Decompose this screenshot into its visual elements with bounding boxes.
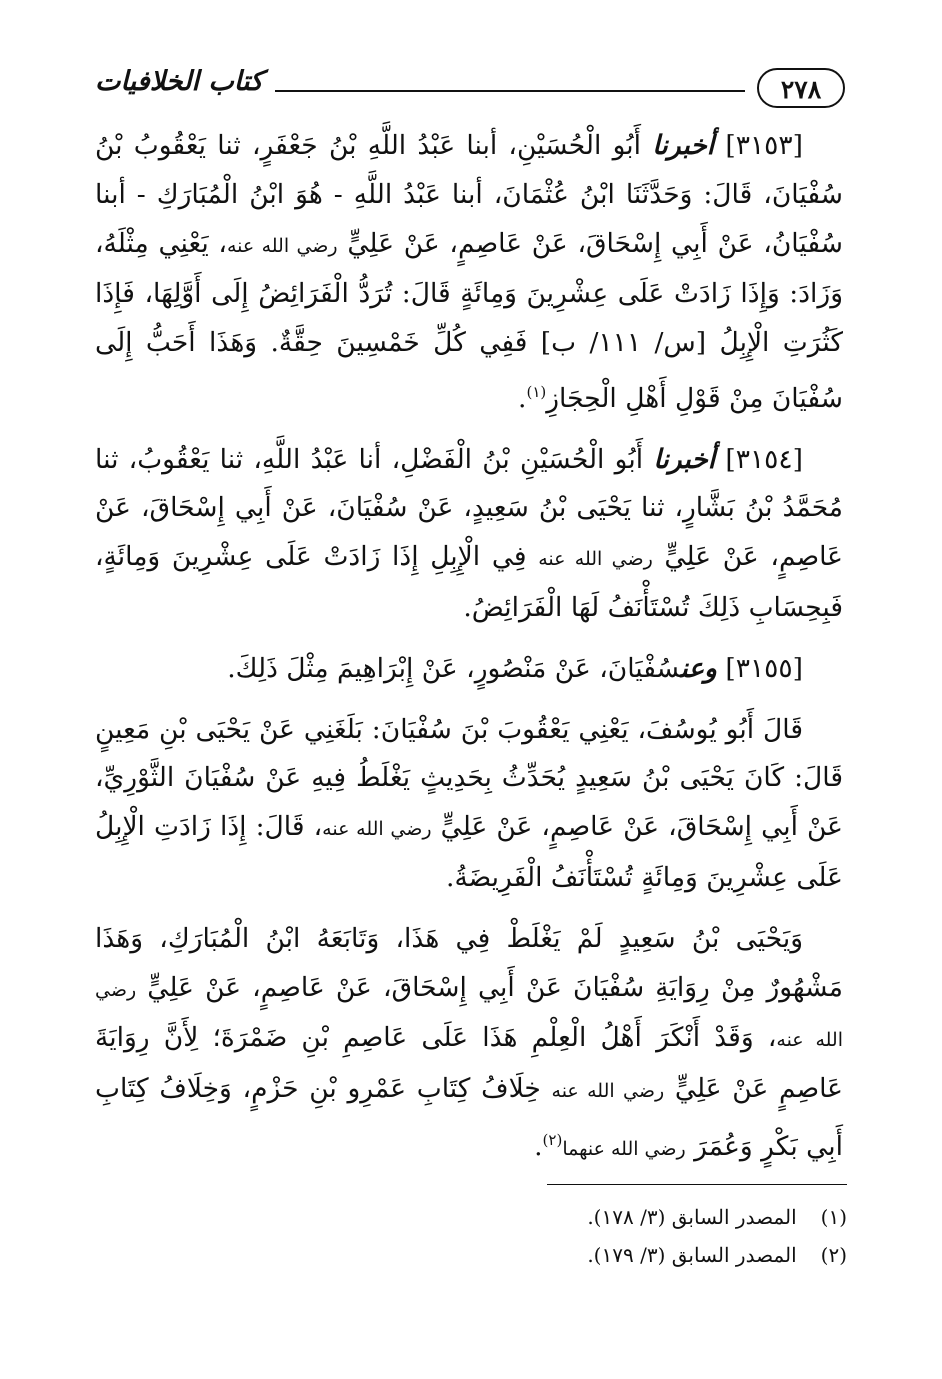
- footnote-separator: [547, 1184, 847, 1185]
- paragraph-commentary-yahya: [95, 915, 843, 1174]
- commentary-text: وَيَحْيَى بْنُ سَعِيدٍ لَمْ يَغْلَطْ فِي هَذَا، وَتَابَعَهُ ابْنُ الْمُبَارَكِ، وَهَذَا مَشْهُورٌ مِنْ رِوَايَةِ سُفْيَانَ عَنْ أَبِي إِسْحَاقَ، عَنْ عَاصِمٍ، عَنْ عَلِيٍّ: [95, 922, 843, 1003]
- manuscript-reference: [س/ ١١١/ ب]: [540, 327, 707, 359]
- commentary-text-continued: ، قَالَ: إِذَا زَادَتِ الْإِبِلُ عَلَى عِشْرِينَ وَمِائَةٍ تُسْتَأْنَفُ الْفَرِيضَةُ.: [95, 811, 843, 893]
- full-stop: .: [518, 382, 527, 414]
- hadith-text: أَبُو الْحُسَيْنِ بْنُ الْفَضْلِ، أنا عَبْدُ اللَّهِ، ثنا يَعْقُوبُ، ثنا مُحَمَّدُ بْنُ بَشَّارٍ، ثنا يَحْيَى بْنُ سَعِيدٍ، عَنْ سُفْيَانَ، عَنْ أَبِي إِسْحَاقَ، عَنْ عَاصِمٍ، عَنْ عَلِيٍّ: [95, 443, 843, 573]
- footnotes: [99, 1198, 847, 1274]
- footnote-number: (١): [820, 1205, 847, 1229]
- honorific: رضي الله عنه: [95, 978, 843, 1052]
- hadith-text-end: فَفِي كُلِّ خَمْسِينَ حِقَّةٌ. وَهَذَا أَحَبُّ إِلَى سُفْيَانَ مِنْ قَوْلِ أَهْلِ الْحِجَازِ: [95, 327, 843, 414]
- book-title: كتاب الخلافيات: [95, 66, 264, 97]
- honorific: رضي الله عنه: [538, 548, 653, 571]
- paragraph-3154: [95, 436, 843, 633]
- footnote-marker: (١): [526, 382, 547, 401]
- hadith-text: أَبُو الْحُسَيْنِ، أبنا عَبْدُ اللَّهِ بْنُ جَعْفَرٍ، ثنا يَعْقُوبُ بْنُ سُفْيَانَ، قَالَ: وَحَدَّثَنَا ابْنُ عُثْمَانَ، أبنا عَبْدُ اللَّهِ - هُوَ ابْنُ الْمُبَارَكِ - أبنا سُفْيَانُ، عَنْ أَبِي إِسْحَاقَ، عَنْ عَاصِمٍ، عَنْ عَلِيٍّ: [95, 130, 843, 259]
- commentary-text-end: خِلَافُ كِتَابِ عَمْرِو بْنِ حَزْمٍ، وَخِلَافُ كِتَابِ أَبِي بَكْرٍ وَعُمَرَ: [95, 1073, 843, 1162]
- header-rule: [275, 90, 745, 92]
- honorific: رضي الله عنه: [322, 818, 432, 841]
- honorific: رضي الله عنه: [226, 234, 338, 257]
- hadith-number: [٣١٥٥]: [725, 652, 803, 684]
- paragraph-3153: [95, 122, 843, 424]
- main-text: [95, 122, 843, 1186]
- footnote-number: (٢): [820, 1243, 847, 1267]
- full-stop: .: [534, 1130, 543, 1162]
- hadith-number: [٣١٥٣]: [725, 130, 803, 161]
- hadith-lead-word: أخبرنا: [652, 130, 715, 161]
- footnote-marker: (٢): [542, 1130, 563, 1149]
- hadith-text: سُفْيَانَ، عَنْ مَنْصُورٍ، عَنْ إِبْرَاهِيمَ مِثْلَ ذَلِكَ.: [227, 652, 681, 684]
- hadith-text-continued: فِي الْإِبِلِ إِذَا زَادَتْ عَلَى عِشْرِينَ وَمِائَةٍ، فَبِحِسَابِ ذَلِكَ تُسْتَأْنَفُ لَهَا الْفَرَائِضُ.: [95, 541, 843, 623]
- hadith-lead-word: وعن: [680, 652, 717, 684]
- page-number: ٢٧٨: [757, 68, 845, 108]
- hadith-number: [٣١٥٤]: [725, 443, 803, 475]
- honorific: رضي الله عنهما: [562, 1137, 686, 1160]
- footnote-1: [99, 1198, 847, 1236]
- footnote-2: [99, 1236, 847, 1274]
- footnote-text: المصدر السابق (٣/ ١٧٨).: [587, 1205, 797, 1229]
- honorific: رضي الله عنه: [551, 1080, 665, 1103]
- commentary-text: قَالَ أَبُو يُوسُفَ، يَعْنِي يَعْقُوبَ بْنَ سُفْيَانَ: بَلَغَنِي عَنْ يَحْيَى بْنِ مَعِينٍ قَالَ: كَانَ يَحْيَى بْنُ سَعِيدٍ يُحَدِّثُ بِحَدِيثٍ يَغْلَطُ فِيهِ عَنْ سُفْيَانَ الثَّوْرِيِّ، عَنْ أَبِي إِسْحَاقَ، عَنْ عَاصِمٍ، عَنْ عَلِيٍّ: [95, 713, 843, 843]
- page-header: [95, 64, 845, 120]
- commentary-text-continued: ، وَقَدْ أَنْكَرَ أَهْلُ الْعِلْمِ هَذَا عَلَى عَاصِمِ بْنِ ضَمْرَةَ؛ لِأَنَّ رِوَايَةَ عَاصِمٍ عَنْ عَلِيٍّ: [95, 1022, 843, 1105]
- paragraph-commentary-yusuf: [95, 706, 843, 903]
- hadith-lead-word: أخبرنا: [653, 443, 716, 475]
- paragraph-3155: [95, 645, 843, 694]
- hadith-text-continued: ، يَعْنِي مِثْلَهُ، وَزَادَ: وَإِذَا زَادَتْ عَلَى عِشْرِينَ وَمِائَةٍ قَالَ: تُرَدُّ الْفَرَائِضُ إِلَى أَوَّلِهَا، فَإِذَا كَثُرَتِ الْإِبِلُ: [95, 227, 843, 359]
- footnote-text: المصدر السابق (٣/ ١٧٩).: [587, 1243, 797, 1267]
